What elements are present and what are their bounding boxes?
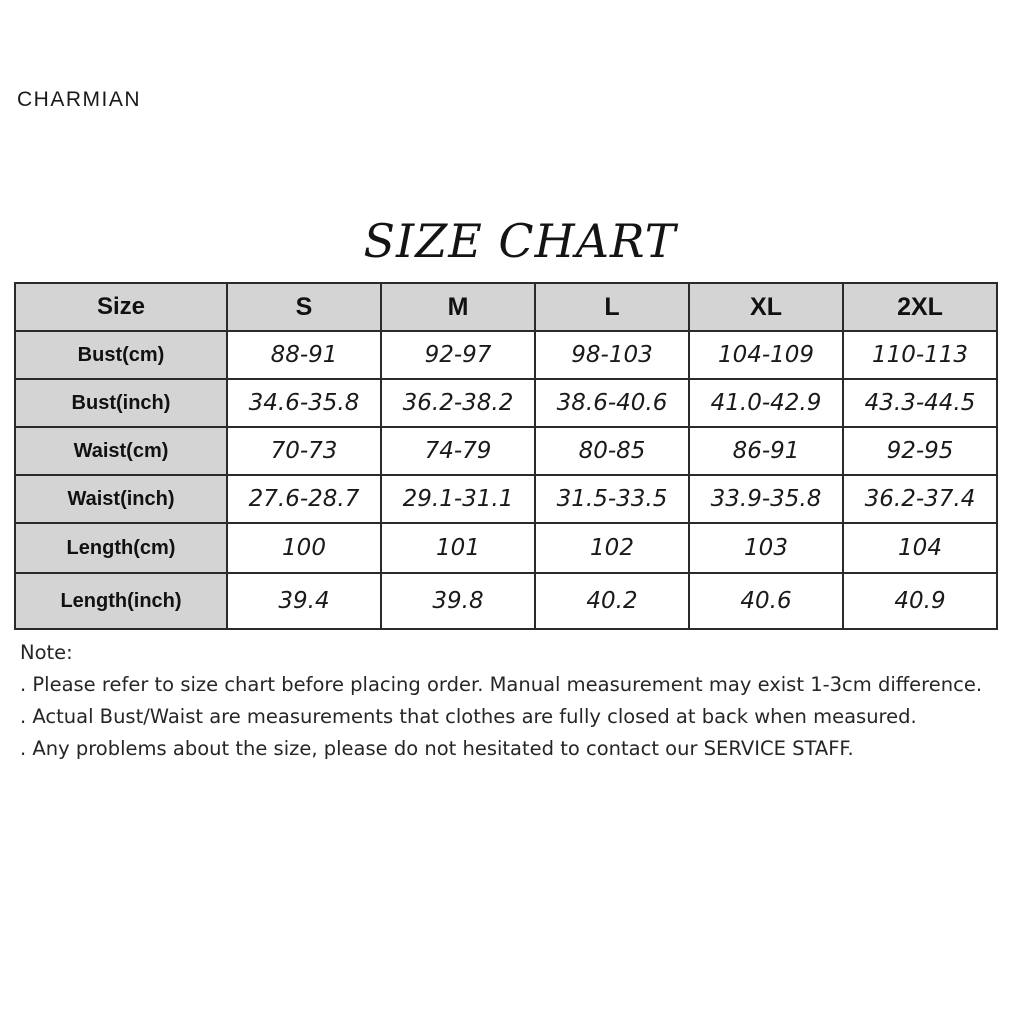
table-cell: 43.3-44.5 xyxy=(843,379,997,427)
table-cell: 92-95 xyxy=(843,427,997,475)
table-cell: 31.5-33.5 xyxy=(535,475,689,523)
table-cell: 36.2-38.2 xyxy=(381,379,535,427)
row-label-bust-inch: Bust(inch) xyxy=(15,379,227,427)
table-cell: 70-73 xyxy=(227,427,381,475)
table-row xyxy=(15,379,997,427)
header-size-l: L xyxy=(535,283,689,331)
brand-logo: CHARMIAN xyxy=(17,88,142,111)
table-row xyxy=(15,475,997,523)
table-cell: 27.6-28.7 xyxy=(227,475,381,523)
note-item: . Please refer to size chart before placing order. Manual measurement may exist 1-3cm difference. xyxy=(20,673,983,696)
table-cell: 39.8 xyxy=(381,573,535,629)
table-cell: 38.6-40.6 xyxy=(535,379,689,427)
table-cell: 98-103 xyxy=(535,331,689,379)
note-item: . Actual Bust/Waist are measurements that clothes are fully closed at back when measured. xyxy=(20,705,917,728)
table-cell: 104-109 xyxy=(689,331,843,379)
notes-heading: Note: xyxy=(20,641,73,664)
table-cell: 40.9 xyxy=(843,573,997,629)
table-cell: 39.4 xyxy=(227,573,381,629)
header-size-s: S xyxy=(227,283,381,331)
header-size-m: M xyxy=(381,283,535,331)
table-row xyxy=(15,523,997,573)
table-cell: 100 xyxy=(227,523,381,573)
table-cell: 103 xyxy=(689,523,843,573)
table-cell: 41.0-42.9 xyxy=(689,379,843,427)
table-cell: 101 xyxy=(381,523,535,573)
row-label-bust-cm: Bust(cm) xyxy=(15,331,227,379)
table-cell: 40.2 xyxy=(535,573,689,629)
table-cell: 104 xyxy=(843,523,997,573)
table-cell: 33.9-35.8 xyxy=(689,475,843,523)
note-item: . Any problems about the size, please do not hesitated to contact our SERVICE STAFF. xyxy=(20,737,854,760)
table-row xyxy=(15,573,997,629)
table-cell: 36.2-37.4 xyxy=(843,475,997,523)
header-size-xl: XL xyxy=(689,283,843,331)
table-cell: 88-91 xyxy=(227,331,381,379)
page-title: SIZE CHART xyxy=(363,214,677,268)
notes-section xyxy=(20,637,995,765)
header-size-2xl: 2XL xyxy=(843,283,997,331)
table-cell: 80-85 xyxy=(535,427,689,475)
table-row xyxy=(15,331,997,379)
table-cell: 29.1-31.1 xyxy=(381,475,535,523)
size-chart-table xyxy=(14,282,998,630)
table-cell: 40.6 xyxy=(689,573,843,629)
table-cell: 86-91 xyxy=(689,427,843,475)
table-cell: 92-97 xyxy=(381,331,535,379)
table-cell: 102 xyxy=(535,523,689,573)
row-label-length-inch: Length(inch) xyxy=(15,573,227,629)
table-cell: 74-79 xyxy=(381,427,535,475)
table-cell: 110-113 xyxy=(843,331,997,379)
row-label-waist-cm: Waist(cm) xyxy=(15,427,227,475)
table-cell: 34.6-35.8 xyxy=(227,379,381,427)
row-label-waist-inch: Waist(inch) xyxy=(15,475,227,523)
table-header-row xyxy=(15,283,997,331)
header-size-label: Size xyxy=(15,283,227,331)
table-row xyxy=(15,427,997,475)
row-label-length-cm: Length(cm) xyxy=(15,523,227,573)
